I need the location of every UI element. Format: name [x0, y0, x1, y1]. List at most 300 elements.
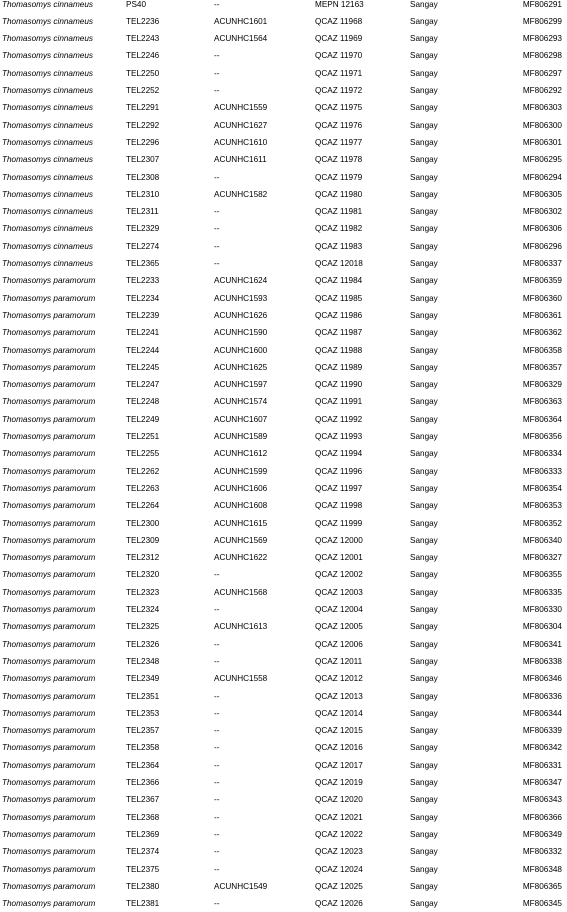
field-number-cell: TEL2255 — [126, 449, 160, 459]
table-row — [0, 549, 567, 566]
species-name-cell: Thomasomys paramorum — [2, 345, 96, 355]
museum-number-cell: QCAZ 12003 — [315, 587, 363, 597]
genbank-accession-cell: MF806342 — [522, 743, 562, 753]
table-row — [0, 272, 567, 289]
species-name-cell: Thomasomys cinnameus — [2, 259, 94, 268]
table-row — [0, 688, 567, 705]
acunhc-number-cell: -- — [214, 829, 220, 839]
genbank-accession-cell: MF806362 — [522, 328, 562, 338]
field-number-cell: TEL2358 — [126, 743, 160, 753]
table-row — [0, 636, 567, 653]
species-name-cell: Thomasomys paramorum — [2, 587, 96, 597]
acunhc-number-cell: -- — [214, 570, 220, 580]
table-row — [0, 238, 567, 255]
table-row — [0, 99, 567, 116]
acunhc-number-cell: -- — [214, 172, 220, 182]
locality-cell: Sangay — [410, 189, 438, 199]
genbank-accession-cell: MF806341 — [522, 639, 562, 649]
museum-number-cell: QCAZ 12013 — [315, 691, 363, 701]
locality-cell: Sangay — [410, 743, 438, 753]
table-row — [0, 618, 567, 635]
locality-cell: Sangay — [410, 0, 438, 9]
field-number-cell: TEL2325 — [126, 622, 160, 632]
species-name-cell: Thomasomys paramorum — [2, 605, 96, 614]
acunhc-number-cell: -- — [214, 847, 220, 857]
acunhc-number-cell: ACUNHC1589 — [214, 432, 268, 441]
genbank-accession-cell: MF806354 — [522, 483, 562, 493]
field-number-cell: TEL2243 — [126, 34, 160, 44]
table-row — [0, 843, 567, 860]
table-row — [0, 393, 567, 410]
field-number-cell: TEL2241 — [126, 328, 160, 338]
acunhc-number-cell: ACUNHC1559 — [214, 103, 268, 113]
species-name-cell: Thomasomys paramorum — [2, 276, 96, 286]
table-row — [0, 480, 567, 497]
genbank-accession-cell: MF806327 — [522, 553, 562, 563]
locality-cell: Sangay — [410, 760, 438, 770]
species-name-cell: Thomasomys paramorum — [2, 362, 96, 372]
acunhc-number-cell: ACUNHC1597 — [214, 380, 268, 390]
genbank-accession-cell: MF806332 — [522, 847, 562, 857]
locality-cell: Sangay — [410, 535, 438, 545]
genbank-accession-cell: MF806366 — [522, 812, 562, 822]
acunhc-number-cell: -- — [214, 259, 220, 268]
genbank-accession-cell: MF806355 — [522, 570, 562, 580]
museum-number-cell: QCAZ 11993 — [315, 432, 363, 441]
acunhc-number-cell: ACUNHC1593 — [214, 293, 268, 303]
species-name-cell: Thomasomys paramorum — [2, 622, 96, 632]
field-number-cell: TEL2312 — [126, 553, 160, 563]
museum-number-cell: QCAZ 12016 — [315, 743, 363, 753]
table-row — [0, 169, 567, 186]
genbank-accession-cell: MF806352 — [522, 518, 562, 528]
table-row — [0, 151, 567, 168]
field-number-cell: TEL2320 — [126, 570, 160, 580]
museum-number-cell: QCAZ 11988 — [315, 345, 363, 355]
locality-cell: Sangay — [410, 380, 438, 390]
genbank-accession-cell: MF806299 — [522, 16, 562, 26]
locality-cell: Sangay — [410, 864, 438, 874]
genbank-accession-cell: MF806348 — [522, 864, 562, 874]
acunhc-number-cell: -- — [214, 743, 220, 753]
locality-cell: Sangay — [410, 207, 438, 217]
species-name-cell: Thomasomys paramorum — [2, 397, 96, 407]
museum-number-cell: QCAZ 12014 — [315, 708, 363, 718]
museum-number-cell: QCAZ 11982 — [315, 224, 363, 234]
museum-number-cell: QCAZ 11981 — [315, 207, 363, 217]
museum-number-cell: QCAZ 11996 — [315, 466, 363, 476]
acunhc-number-cell: ACUNHC1608 — [214, 501, 268, 511]
field-number-cell: TEL2366 — [126, 778, 160, 787]
genbank-accession-cell: MF806336 — [522, 691, 562, 701]
museum-number-cell: QCAZ 11969 — [315, 34, 363, 44]
field-number-cell: TEL2307 — [126, 155, 160, 165]
museum-number-cell: QCAZ 11997 — [315, 483, 363, 493]
locality-cell: Sangay — [410, 137, 438, 147]
museum-number-cell: MEPN 12163 — [315, 0, 364, 9]
museum-number-cell: QCAZ 12019 — [315, 778, 363, 787]
table-row — [0, 255, 567, 272]
table-row — [0, 117, 567, 134]
genbank-accession-cell: MF806343 — [522, 795, 562, 805]
species-name-cell: Thomasomys paramorum — [2, 483, 96, 493]
museum-number-cell: QCAZ 11998 — [315, 501, 363, 511]
locality-cell: Sangay — [410, 224, 438, 234]
genbank-accession-cell: MF806333 — [522, 466, 562, 476]
species-name-cell: Thomasomys cinnameus — [2, 241, 94, 251]
locality-cell: Sangay — [410, 639, 438, 649]
museum-number-cell: QCAZ 12017 — [315, 760, 363, 770]
locality-cell: Sangay — [410, 812, 438, 822]
field-number-cell: TEL2249 — [126, 414, 160, 424]
table-row — [0, 757, 567, 774]
museum-number-cell: QCAZ 11991 — [315, 397, 363, 407]
field-number-cell: TEL2374 — [126, 847, 160, 857]
field-number-cell: TEL2296 — [126, 137, 160, 147]
acunhc-number-cell: ACUNHC1615 — [214, 518, 268, 528]
table-row — [0, 203, 567, 220]
acunhc-number-cell: ACUNHC1626 — [214, 310, 268, 320]
field-number-cell: TEL2300 — [126, 518, 160, 528]
acunhc-number-cell: -- — [214, 899, 220, 909]
table-row — [0, 134, 567, 151]
genbank-accession-cell: MF806298 — [522, 51, 562, 61]
table-row — [0, 739, 567, 756]
field-number-cell: TEL2349 — [126, 674, 160, 684]
species-name-cell: Thomasomys cinnameus — [2, 224, 94, 234]
field-number-cell: TEL2292 — [126, 120, 160, 130]
field-number-cell: TEL2250 — [126, 68, 160, 78]
table-row — [0, 324, 567, 341]
species-name-cell: Thomasomys paramorum — [2, 899, 96, 909]
acunhc-number-cell: -- — [214, 207, 220, 217]
field-number-cell: TEL2245 — [126, 362, 160, 372]
table-row — [0, 290, 567, 307]
table-row — [0, 47, 567, 64]
species-name-cell: Thomasomys paramorum — [2, 778, 96, 787]
locality-cell: Sangay — [410, 881, 438, 891]
species-name-cell: Thomasomys paramorum — [2, 829, 96, 839]
genbank-accession-cell: MF806357 — [522, 362, 562, 372]
table-row — [0, 497, 567, 514]
species-name-cell: Thomasomys cinnameus — [2, 86, 94, 95]
species-name-cell: Thomasomys paramorum — [2, 795, 96, 805]
species-name-cell: Thomasomys paramorum — [2, 847, 96, 857]
table-row — [0, 359, 567, 376]
acunhc-number-cell: ACUNHC1613 — [214, 622, 268, 632]
acunhc-number-cell: ACUNHC1625 — [214, 362, 268, 372]
genbank-accession-cell: MF806359 — [522, 276, 562, 286]
field-number-cell: TEL2251 — [126, 432, 160, 441]
table-row — [0, 601, 567, 618]
museum-number-cell: QCAZ 11987 — [315, 328, 363, 338]
locality-cell: Sangay — [410, 241, 438, 251]
locality-cell: Sangay — [410, 172, 438, 182]
locality-cell: Sangay — [410, 691, 438, 701]
museum-number-cell: QCAZ 12015 — [315, 726, 363, 736]
species-name-cell: Thomasomys paramorum — [2, 449, 96, 459]
museum-number-cell: QCAZ 12021 — [315, 812, 363, 822]
table-row — [0, 878, 567, 895]
locality-cell: Sangay — [410, 466, 438, 476]
genbank-accession-cell: MF806295 — [522, 155, 562, 165]
genbank-accession-cell: MF806346 — [522, 674, 562, 684]
museum-number-cell: QCAZ 12018 — [315, 259, 363, 268]
species-name-cell: Thomasomys paramorum — [2, 293, 96, 303]
acunhc-number-cell: -- — [214, 0, 220, 9]
species-name-cell: Thomasomys paramorum — [2, 310, 96, 320]
genbank-accession-cell: MF806364 — [522, 414, 562, 424]
field-number-cell: TEL2311 — [126, 207, 159, 217]
species-name-cell: Thomasomys paramorum — [2, 414, 96, 424]
table-row — [0, 791, 567, 808]
acunhc-number-cell: ACUNHC1612 — [214, 449, 268, 459]
table-row — [0, 220, 567, 237]
species-name-cell: Thomasomys paramorum — [2, 691, 96, 701]
genbank-accession-cell: MF806339 — [522, 726, 562, 736]
genbank-accession-cell: MF806300 — [522, 120, 562, 130]
species-name-cell: Thomasomys paramorum — [2, 760, 96, 770]
locality-cell: Sangay — [410, 674, 438, 684]
museum-number-cell: QCAZ 12004 — [315, 605, 363, 614]
field-number-cell: TEL2381 — [126, 899, 160, 909]
locality-cell: Sangay — [410, 795, 438, 805]
museum-number-cell: QCAZ 12025 — [315, 881, 363, 891]
locality-cell: Sangay — [410, 899, 438, 909]
table-row — [0, 82, 567, 99]
table-row — [0, 30, 567, 47]
field-number-cell: TEL2365 — [126, 259, 160, 268]
genbank-accession-cell: MF806356 — [522, 432, 562, 441]
acunhc-number-cell: -- — [214, 51, 220, 61]
field-number-cell: TEL2236 — [126, 16, 160, 26]
acunhc-number-cell: ACUNHC1569 — [214, 535, 268, 545]
table-row — [0, 13, 567, 30]
genbank-accession-cell: MF806358 — [522, 345, 562, 355]
acunhc-number-cell: -- — [214, 691, 220, 701]
table-row — [0, 670, 567, 687]
acunhc-number-cell: ACUNHC1558 — [214, 674, 268, 684]
table-row — [0, 186, 567, 203]
table-row — [0, 653, 567, 670]
acunhc-number-cell: ACUNHC1574 — [214, 397, 268, 407]
species-name-cell: Thomasomys paramorum — [2, 674, 96, 684]
genbank-accession-cell: MF806301 — [522, 137, 562, 147]
genbank-accession-cell: MF806338 — [522, 656, 562, 666]
species-name-cell: Thomasomys paramorum — [2, 380, 96, 390]
acunhc-number-cell: -- — [214, 726, 220, 736]
locality-cell: Sangay — [410, 778, 438, 787]
field-number-cell: TEL2252 — [126, 86, 160, 95]
museum-number-cell: QCAZ 11979 — [315, 172, 363, 182]
acunhc-number-cell: -- — [214, 812, 220, 822]
museum-number-cell: QCAZ 12020 — [315, 795, 363, 805]
field-number-cell: TEL2369 — [126, 829, 160, 839]
acunhc-number-cell: ACUNHC1624 — [214, 276, 268, 286]
museum-number-cell: QCAZ 11968 — [315, 16, 363, 26]
genbank-accession-cell: MF806340 — [522, 535, 562, 545]
species-name-cell: Thomasomys paramorum — [2, 656, 96, 666]
acunhc-number-cell: -- — [214, 708, 220, 718]
species-name-cell: Thomasomys paramorum — [2, 553, 96, 563]
species-name-cell: Thomasomys cinnameus — [2, 51, 94, 61]
acunhc-number-cell: -- — [214, 639, 220, 649]
field-number-cell: TEL2309 — [126, 535, 160, 545]
species-name-cell: Thomasomys cinnameus — [2, 68, 94, 78]
species-name-cell: Thomasomys cinnameus — [2, 207, 94, 217]
locality-cell: Sangay — [410, 68, 438, 78]
table-row — [0, 463, 567, 480]
species-name-cell: Thomasomys paramorum — [2, 881, 96, 891]
field-number-cell: TEL2324 — [126, 605, 160, 614]
museum-number-cell: QCAZ 12005 — [315, 622, 363, 632]
genbank-accession-cell: MF806334 — [522, 449, 562, 459]
table-row — [0, 809, 567, 826]
museum-number-cell: QCAZ 11972 — [315, 86, 363, 95]
field-number-cell: TEL2364 — [126, 760, 160, 770]
genbank-accession-cell: MF806304 — [522, 622, 562, 632]
museum-number-cell: QCAZ 12001 — [315, 553, 363, 563]
genbank-accession-cell: MF806302 — [522, 207, 562, 217]
museum-number-cell: QCAZ 11990 — [315, 380, 363, 390]
acunhc-number-cell: -- — [214, 864, 220, 874]
museum-number-cell: QCAZ 11986 — [315, 310, 363, 320]
locality-cell: Sangay — [410, 16, 438, 26]
field-number-cell: TEL2247 — [126, 380, 160, 390]
table-row — [0, 515, 567, 532]
species-name-cell: Thomasomys cinnameus — [2, 137, 94, 147]
museum-number-cell: QCAZ 12026 — [315, 899, 363, 909]
museum-number-cell: QCAZ 11989 — [315, 362, 363, 372]
genbank-accession-cell: MF806353 — [522, 501, 562, 511]
locality-cell: Sangay — [410, 726, 438, 736]
genbank-accession-cell: MF806329 — [522, 380, 562, 390]
museum-number-cell: QCAZ 12002 — [315, 570, 363, 580]
field-number-cell: TEL2244 — [126, 345, 160, 355]
field-number-cell: TEL2351 — [126, 691, 160, 701]
field-number-cell: TEL2263 — [126, 483, 160, 493]
locality-cell: Sangay — [410, 501, 438, 511]
acunhc-number-cell: -- — [214, 224, 220, 234]
acunhc-number-cell: ACUNHC1564 — [214, 34, 268, 44]
species-name-cell: Thomasomys cinnameus — [2, 103, 94, 113]
museum-number-cell: QCAZ 11977 — [315, 137, 363, 147]
species-name-cell: Thomasomys paramorum — [2, 466, 96, 476]
acunhc-number-cell: ACUNHC1601 — [214, 16, 268, 26]
museum-number-cell: QCAZ 11992 — [315, 414, 363, 424]
museum-number-cell: QCAZ 12023 — [315, 847, 363, 857]
locality-cell: Sangay — [410, 449, 438, 459]
field-number-cell: TEL2375 — [126, 864, 160, 874]
acunhc-number-cell: -- — [214, 86, 220, 95]
genbank-accession-cell: MF806361 — [522, 310, 562, 320]
field-number-cell: TEL2291 — [126, 103, 160, 113]
genbank-accession-cell: MF806360 — [522, 293, 562, 303]
museum-number-cell: QCAZ 11975 — [315, 103, 363, 113]
table-row — [0, 376, 567, 393]
field-number-cell: TEL2274 — [126, 241, 160, 251]
museum-number-cell: QCAZ 11980 — [315, 189, 363, 199]
locality-cell: Sangay — [410, 51, 438, 61]
acunhc-number-cell: ACUNHC1590 — [214, 328, 268, 338]
field-number-cell: TEL2348 — [126, 656, 160, 666]
genbank-accession-cell: MF806291 — [522, 0, 562, 9]
table-row — [0, 722, 567, 739]
field-number-cell: TEL2323 — [126, 587, 160, 597]
species-name-cell: Thomasomys cinnameus — [2, 0, 94, 9]
genbank-accession-cell: MF806292 — [522, 86, 562, 95]
field-number-cell: TEL2357 — [126, 726, 160, 736]
acunhc-number-cell: ACUNHC1610 — [214, 137, 268, 147]
acunhc-number-cell: -- — [214, 241, 220, 251]
field-number-cell: TEL2234 — [126, 293, 160, 303]
genbank-accession-cell: MF806294 — [522, 172, 562, 182]
locality-cell: Sangay — [410, 483, 438, 493]
species-name-cell: Thomasomys paramorum — [2, 432, 96, 441]
locality-cell: Sangay — [410, 587, 438, 597]
table-row — [0, 826, 567, 843]
species-name-cell: Thomasomys cinnameus — [2, 172, 94, 182]
acunhc-number-cell: ACUNHC1622 — [214, 553, 268, 563]
table-row — [0, 532, 567, 549]
genbank-accession-cell: MF806293 — [522, 34, 562, 44]
field-number-cell: TEL2368 — [126, 812, 160, 822]
genbank-accession-cell: MF806331 — [522, 760, 562, 770]
genbank-accession-cell: MF806349 — [522, 829, 562, 839]
museum-number-cell: QCAZ 11999 — [315, 518, 363, 528]
locality-cell: Sangay — [410, 414, 438, 424]
field-number-cell: TEL2353 — [126, 708, 160, 718]
species-name-cell: Thomasomys paramorum — [2, 812, 96, 822]
museum-number-cell: QCAZ 12011 — [315, 656, 363, 666]
locality-cell: Sangay — [410, 518, 438, 528]
genbank-accession-cell: MF806363 — [522, 397, 562, 407]
locality-cell: Sangay — [410, 86, 438, 95]
genbank-accession-cell: MF806297 — [522, 68, 562, 78]
locality-cell: Sangay — [410, 328, 438, 338]
genbank-accession-cell: MF806296 — [522, 241, 562, 251]
table-row — [0, 584, 567, 601]
locality-cell: Sangay — [410, 605, 438, 614]
museum-number-cell: QCAZ 12022 — [315, 829, 363, 839]
field-number-cell: TEL2246 — [126, 51, 160, 61]
locality-cell: Sangay — [410, 276, 438, 286]
genbank-accession-cell: MF806345 — [522, 899, 562, 909]
museum-number-cell: QCAZ 11994 — [315, 449, 363, 459]
table-row — [0, 861, 567, 878]
locality-cell: Sangay — [410, 553, 438, 563]
table-row — [0, 411, 567, 428]
locality-cell: Sangay — [410, 362, 438, 372]
field-number-cell: TEL2239 — [126, 310, 160, 320]
genbank-accession-cell: MF806306 — [522, 224, 562, 234]
acunhc-number-cell: ACUNHC1611 — [214, 155, 267, 165]
museum-number-cell: QCAZ 11985 — [315, 293, 363, 303]
table-row — [0, 65, 567, 82]
species-name-cell: Thomasomys paramorum — [2, 518, 96, 528]
locality-cell: Sangay — [410, 293, 438, 303]
species-name-cell: Thomasomys paramorum — [2, 743, 96, 753]
genbank-accession-cell: MF806303 — [522, 103, 562, 113]
locality-cell: Sangay — [410, 829, 438, 839]
table-row — [0, 774, 567, 791]
species-name-cell: Thomasomys paramorum — [2, 639, 96, 649]
locality-cell: Sangay — [410, 397, 438, 407]
acunhc-number-cell: -- — [214, 778, 220, 787]
museum-number-cell: QCAZ 12006 — [315, 639, 363, 649]
genbank-accession-cell: MF806305 — [522, 189, 562, 199]
locality-cell: Sangay — [410, 432, 438, 441]
